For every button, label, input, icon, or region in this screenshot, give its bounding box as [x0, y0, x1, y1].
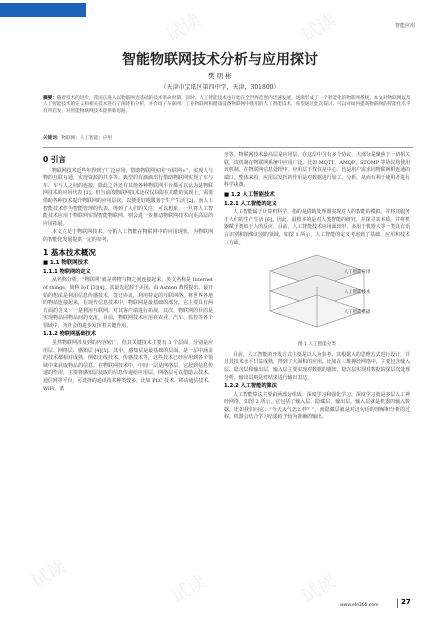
- heading-1-2-2: 1.2.2 人工智能的算法: [224, 383, 277, 390]
- paper-affiliation: （天津市宝坻区第四中学，天津，301800）: [160, 84, 280, 91]
- abstract-text: 随着技术的进步，我国正进入以物联网为基础的技术革命时期。同时，人工智能技术也开始在全世界范围内迅速发展，逐渐形成了一个智能化的物联网系统。本文对物联网以及人工智能技术的定义和相关技术进行了阐述和分析，并介绍了车联网、工业物联网和健康设备物联网中使用的人工智能技术，希望通过此次探讨，可以对如何提高物联网的智能化水平有所启发，对智能物联网技术提供新思路。: [43, 96, 411, 114]
- heading-1-1: ■ 1.1 物联网技术: [43, 260, 89, 267]
- heading-section-1: 1 基本技术概况: [43, 247, 96, 257]
- heading-1-1-1: 1.1.1 物联网的定义: [43, 268, 91, 275]
- figure-ai-layers: [224, 249, 410, 341]
- heading-1-2: ■ 1.2 人工智能技术: [224, 191, 275, 198]
- heading-intro: 0 引言: [43, 155, 66, 164]
- keywords: [43, 135, 413, 141]
- paragraph-iot-basics: 虽然物联网涉及到的内容较广，但其关键技术主要有 3 个层面，分别是应用层、网络层、感知层 [4][5]。其中，感知层是最基础的层面，是一层中涵盖的技术都相对成熟，例如无线技术、传感技术等，这些技术已经应用到各个领域中来获取物品的信息。在物联网技术中，中间一层是网络层，它起到信息传递的作用，主要将感知层获取的信息传递给应用层，网络层可以借助云技术、通信网等平台，可选择的通讯技术种类较多，比如 PLC 技术、移动通信技术、WiFi、蓝: [43, 340, 213, 392]
- right-column: [224, 152, 410, 423]
- watermark: 试读: [167, 571, 210, 608]
- paragraph-ai-algorithm: 人工智能算法主要由两部分组成：深度学习和强化学习。深度学习就是多层人工神经网络，如图 2 所示，它包括了输入层、隐藏层、输出层。输入层就是机器的输入数据，比如我们问它：“今天天气怎么样？”，而隐藏层就是对这句话的理解和分析的过程，机器会结合学习结果给予较为准确的输出。: [224, 391, 410, 421]
- footer-divider: [397, 599, 398, 608]
- intro-paragraph-1: 物联网技术近些年得到了广泛应用，借助物联网实现“互联网+”，实现人与物的互联互通，实现资源的共享等。典型的有滴滴出行借助物联网实现了车与车、车与人之间的连接，除此之外还有其他各种物联网平台都可以认为是物联网技术的应用代表 [1]。但当前的物联网技术还仅仅局限在功能的实现上，需要借助各种技术提升物联网的应用层次，以便更好地服务于生产生活 [2]。而人工智能技术作为智能管理的代表，得到了人们的关注，可以想象，一旦将人工智能技术应用于物联网实现智能物联网，则会进一步推动物联网技术向更高层的应用拓展。: [43, 167, 213, 227]
- section-divider: [43, 147, 413, 148]
- watermark: 试读: [27, 556, 70, 593]
- paragraph-ai-definition: 人工智能属于计算机科学，指的是借助处理器实现对人的智能的模拟，并将其服务于人们的生产生活 [6]。因此，最根本的是对人类智能的研究，并探寻其本质，并将机器赋予类似于人的反应。目前，人工智能技术应用面较窄，多用于机器人等一类具有语言识别和图像识别的领域，如图 1 所示，人工智能的定义考虑到了基础、应用和技术三方面。: [224, 209, 410, 246]
- header-accent-bar: [0, 3, 86, 17]
- layer-label-foundation: 人工智能基础: [344, 310, 371, 316]
- keywords-text: 物联网；人工智能；应用: [61, 136, 112, 141]
- watermark: 试读: [162, 10, 205, 47]
- abstract-label: 摘要：: [43, 96, 57, 101]
- layer-label-technology: 人工智能技术: [344, 290, 371, 296]
- heading-1-2-1: 1.2.1 人工智能的定义: [224, 200, 277, 207]
- paragraph-iot-definition: 从名称分析，“物联网”就是将物与物之间连接起来，英文名称是 Internet of things，简称 IoT [3][4]。其最先起源于美国，由 Ashton 教授提出。最开始的想法是利用信息传感技术，签订协议，利用特定的互联网络，将世界各地的物品连接起来，在现代信息技术中，物联网是最基础的部分。它主要具有两方面的含义：一是利用互联网，对其客户端进行拓展，其次，物联网的目的是实现物品同物品间的交流。目前，物联网技术应用在农业、汽车、监控等各个领域中，为社会的进步发挥着关键作用。: [43, 277, 213, 329]
- intro-paragraph-2: 本文立足于物联网技术，分析人工智能在物联网中的应用现状，为物联网的智能化发展提供一定的参考。: [43, 229, 213, 243]
- figure-caption: 图 1 人工智能分类: [297, 342, 336, 348]
- abstract: [43, 96, 413, 115]
- watermark: 试读: [297, 571, 340, 608]
- paper-title: 智能物联网技术分析与应用探讨: [122, 52, 318, 68]
- layer-diagram: [224, 249, 410, 341]
- keywords-label: 关键词：: [43, 136, 62, 141]
- heading-1-1-2: 1.1.2 物联网基础技术: [43, 331, 96, 338]
- footer-url: www.ele365.com: [340, 603, 379, 608]
- paragraph-ai-development: 目前，人工智能的开发方式主要是以人为参考，其根据人的思维方式进行设计，并且其技术水平日益成熟，得到了大面积的应用。比如在三维神经网络中，主要包含输入层、隐含层和输出层，输入层主要实现对数据的感知，隐含层实现对数据的深层次处理分析，输出层则是对结果进行输出表达。: [224, 351, 410, 381]
- section-label: 智能应用: [395, 23, 416, 29]
- left-column: [43, 152, 213, 394]
- layer-label-application: 人工智能应用: [344, 270, 371, 276]
- page-number: 27: [401, 598, 411, 606]
- watermark: 试读: [297, 10, 340, 47]
- paragraph-continued: 牙等。物联网技术最高层是应用层，在这层中含有多个协议，大部分是聚焦于一切相关联，该机制在物联网系统中应用广泛，比如 MQTT、AMQP、STOMP 等协议均使用该机制。在物联网信息处理中，应用层不仅仅是中心，也是用户需求同物联网相连通的端口。整体来看，应用层发挥的作用是对数据进行加工、分析，从而有利于使用者进行科学决策。: [224, 152, 410, 189]
- paper-author: 樊 明 彬: [208, 72, 232, 80]
